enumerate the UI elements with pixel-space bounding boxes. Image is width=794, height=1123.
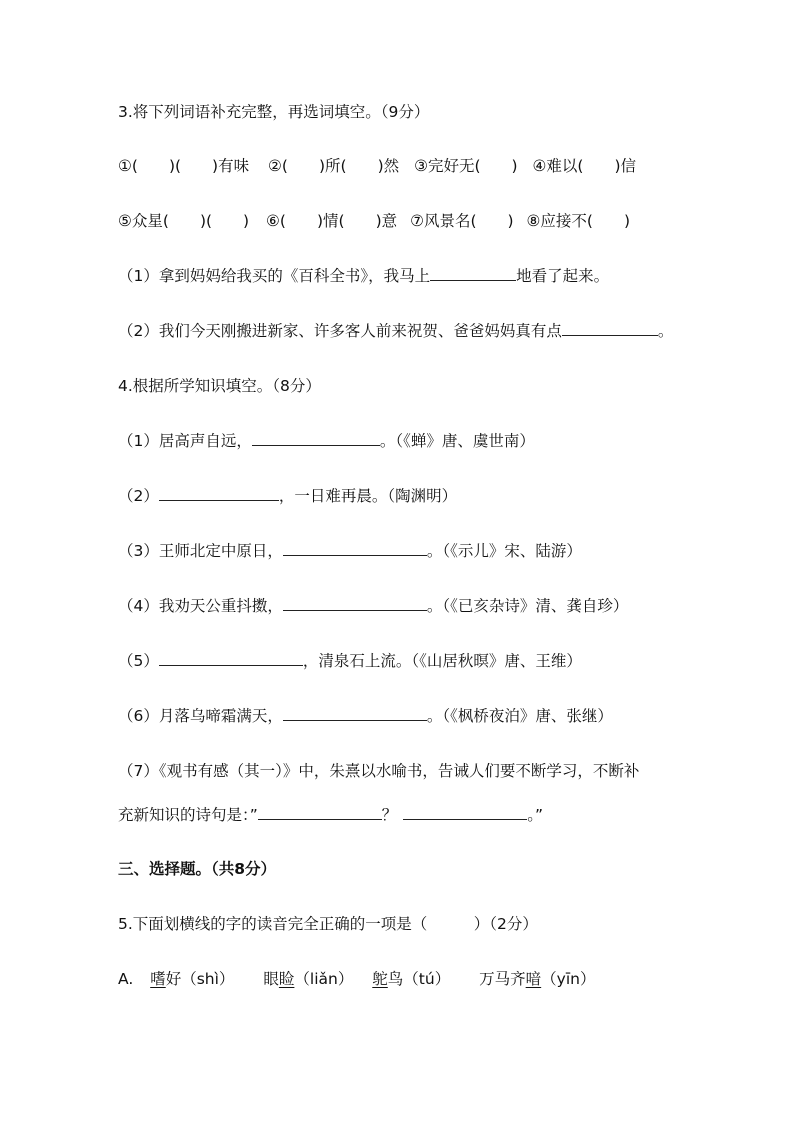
- q3-item-6: ⑥( )情( )意: [266, 212, 398, 230]
- q4-item-text: （6）月落乌啼霜满天，: [118, 707, 283, 725]
- answer-blank[interactable]: [159, 485, 279, 501]
- q3-item-7: ⑦风景名( ): [410, 212, 514, 230]
- q3-s2-text: （2）我们今天刚搬进新家、许多客人前来祝贺、爸爸妈妈真有点: [118, 322, 562, 340]
- q4-item-text: （5）: [118, 652, 159, 670]
- q3-row2: [118, 210, 630, 232]
- option-label: A.: [118, 970, 134, 988]
- answer-blank[interactable]: [258, 804, 382, 820]
- q3-sentence-1: [118, 265, 609, 287]
- q4-item-text: （4）我劝天公重抖擞，: [118, 597, 283, 615]
- answer-blank[interactable]: [252, 430, 380, 446]
- q4-item-source: 。（《示儿》宋、陆游）: [426, 542, 582, 560]
- q4-item-3: [118, 540, 582, 562]
- option-word-3: 鸵鸟（tú）: [372, 970, 451, 988]
- q4-item7-tail: 。”: [527, 806, 544, 824]
- q4-item7-text: 充新知识的诗句是：”: [118, 806, 258, 824]
- q4-item-2: [118, 485, 457, 507]
- q4-item-1: [118, 430, 535, 452]
- q3-title: 3.将下列词语补充完整，再选词填空。（9分）: [118, 103, 430, 121]
- q3-item-4: ④难以( )信: [532, 157, 636, 175]
- q4-item-text: （1）居高声自远，: [118, 432, 252, 450]
- q4-item-source: 。（《枫桥夜泊》唐、张继）: [426, 707, 613, 725]
- answer-blank[interactable]: [159, 650, 303, 666]
- q5-title: 5.下面划横线的字的读音完全正确的一项是（ ）（2分）: [118, 915, 538, 933]
- q4-item-source: ，清泉石上流。（《山居秋暝》唐、王维）: [302, 652, 582, 670]
- q3-item-8: ⑧应接不( ): [526, 212, 630, 230]
- option-word-2: 眼睑（liǎn）: [263, 970, 354, 988]
- q3-sentence-2: [118, 320, 673, 342]
- option-word-1: 嗜好（shì）: [150, 970, 235, 988]
- q3-item-5: ⑤众星( )( ): [118, 212, 250, 230]
- q3-item-1: ①( )( )有味: [118, 157, 250, 175]
- answer-blank[interactable]: [283, 540, 427, 556]
- q4-item-7-line2: [118, 804, 543, 826]
- answer-blank[interactable]: [562, 320, 658, 336]
- q3-s1-text: （1）拿到妈妈给我买的《百科全书》，我马上: [118, 267, 431, 285]
- q3-item-3: ③完好无( ): [414, 157, 518, 175]
- q4-item-source: 。（《已亥杂诗》清、龚自珍）: [426, 597, 629, 615]
- answer-blank[interactable]: [430, 265, 516, 281]
- q5-option-a[interactable]: [118, 968, 595, 990]
- q4-item-text: （3）王师北定中原日，: [118, 542, 283, 560]
- answer-blank[interactable]: [283, 705, 427, 721]
- answer-blank[interactable]: [283, 595, 427, 611]
- q4-item-5: [118, 650, 582, 672]
- q4-item-source: ，一日难再晨。（陶渊明）: [278, 487, 458, 505]
- q4-item-4: [118, 595, 628, 617]
- q4-item-text: （2）: [118, 487, 159, 505]
- q3-s1-tail: 地看了起来。: [516, 267, 610, 285]
- q3-item-2: ②( )所( )然: [268, 157, 400, 175]
- q4-item-source: 。（《蝉》唐、虞世南）: [379, 432, 535, 450]
- option-word-4: 万马齐喑（yīn）: [479, 970, 596, 988]
- q3-row1: [118, 155, 636, 177]
- q4-item7-question-mark: ？: [381, 806, 398, 824]
- q3-s2-tail: 。: [657, 322, 674, 340]
- q4-item-7-line1: （7）《观书有感（其一）》中，朱熹以水喻书，告诫人们要不断学习，不断补: [118, 762, 640, 780]
- section-heading: 三、选择题。（共8分）: [118, 860, 277, 878]
- q4-title: 4.根据所学知识填空。（8分）: [118, 377, 321, 395]
- answer-blank[interactable]: [403, 804, 527, 820]
- q4-item-6: [118, 705, 613, 727]
